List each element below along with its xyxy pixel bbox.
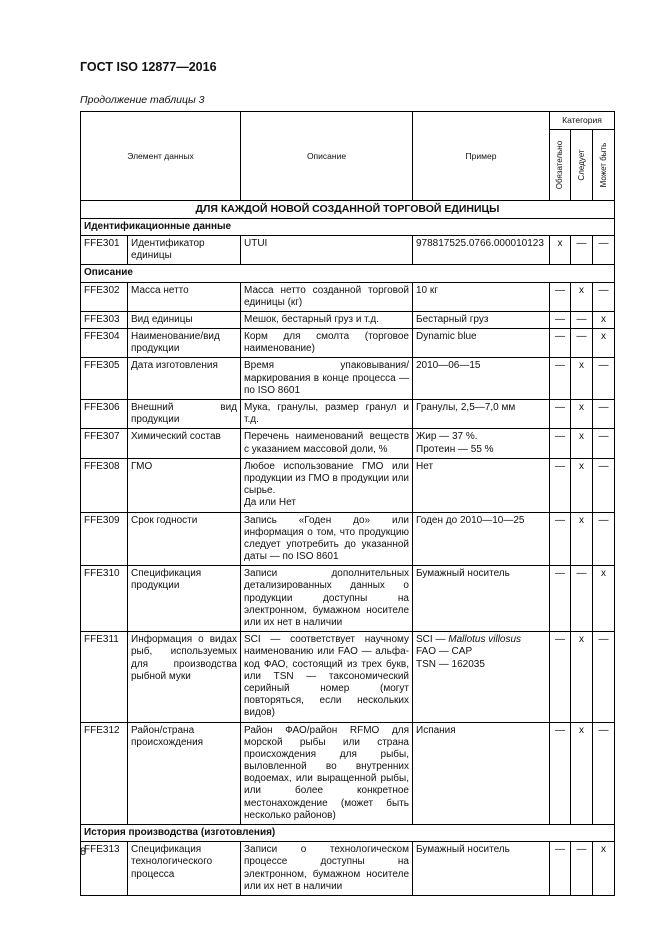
element-example: 978817525.0766.000010123 [413,235,550,264]
element-description: Любое использование ГМО или продукции из ГМО в продукции или сырье. Да или Нет [241,458,413,512]
element-code: FFE313 [81,842,128,896]
element-code: FFE303 [81,311,128,328]
mark-mandatory: x [550,235,571,264]
table-row [81,512,615,566]
table-row [81,235,615,264]
table-row [81,429,615,458]
element-example: 2010—06—15 [413,358,550,400]
mark-should: x [571,512,593,566]
table-row [81,400,615,429]
element-code: FFE309 [81,512,128,566]
mark-mandatory: — [550,458,571,512]
element-name: Спецификация продукции [128,566,241,632]
element-code: FFE306 [81,400,128,429]
group-title: Описание [81,265,615,282]
element-example: Нет [413,458,550,512]
element-code: FFE307 [81,429,128,458]
table-row [81,458,615,512]
col-header-example: Пример [413,112,550,201]
mark-may: x [593,566,615,632]
element-name: Масса нетто [128,282,241,311]
element-code: FFE302 [81,282,128,311]
table-row [81,329,615,358]
element-name: Информация о видах рыб, используемых для производства рыбной муки [128,632,241,722]
table-row [81,842,615,896]
element-description: Записи дополнительных детализированных данных о продукции доступны на электронном, бумажном носителе или их нет в наличии [241,566,413,632]
mark-should: — [571,329,593,358]
element-code: FFE312 [81,722,128,825]
element-code: FFE304 [81,329,128,358]
element-example: Гранулы, 2,5—7,0 мм [413,400,550,429]
section-title: ДЛЯ КАЖДОЙ НОВОЙ СОЗДАННОЙ ТОРГОВОЙ ЕДИНИЦЫ [81,201,615,219]
mark-mandatory: — [550,358,571,400]
element-name: Район/страна происхождения [128,722,241,825]
mark-may: — [593,400,615,429]
mark-may: x [593,842,615,896]
mark-mandatory: — [550,512,571,566]
mark-may: — [593,235,615,264]
table-row [81,722,615,825]
mark-should: — [571,566,593,632]
group-header-row [81,265,615,282]
mark-mandatory: — [550,329,571,358]
element-description: Масса нетто созданной торговой единицы (кг) [241,282,413,311]
group-header-row [81,218,615,235]
mark-should: x [571,400,593,429]
table-row [81,632,615,722]
mark-may: — [593,358,615,400]
mark-should: x [571,282,593,311]
element-description: Время упаковывания/маркирования в конце процесса — по ISO 8601 [241,358,413,400]
mark-should: — [571,842,593,896]
example-line: TSN — 162035 [416,658,485,670]
table-row [81,282,615,311]
mark-mandatory: — [550,400,571,429]
element-code: FFE305 [81,358,128,400]
element-description: Район ФАО/район RFMO для морской рыбы или страна происхождения для рыбы, выловленной во внутренних водоемах, или выращенной рыбы, или более конкретное местонахождение (может быть несколько районов) [241,722,413,825]
element-name: Химический состав [128,429,241,458]
example-line: FAO — CAP [416,646,473,658]
mark-may: — [593,722,615,825]
element-name: Идентификатор единицы [128,235,241,264]
mark-mandatory: — [550,311,571,328]
mark-mandatory: — [550,429,571,458]
element-example: Годен до 2010—10—25 [413,512,550,566]
element-name: ГМО [128,458,241,512]
col-header-should: Следует [571,130,593,201]
table-row [81,566,615,632]
data-table [80,111,615,896]
table-row [81,358,615,400]
table-row [81,311,615,328]
element-description: Запись «Годен до» или информация о том, что продукцию следует употребить до указанной даты — по ISO 8601 [241,512,413,566]
mark-should: x [571,722,593,825]
element-code: FFE311 [81,632,128,722]
element-name: Срок годности [128,512,241,566]
element-code: FFE310 [81,566,128,632]
mark-mandatory: — [550,722,571,825]
mark-should: x [571,632,593,722]
element-example: Испания [413,722,550,825]
element-description: Мука, гранулы, размер гранул и т.д. [241,400,413,429]
mark-may: x [593,329,615,358]
example-prefix: SCI — [416,634,449,646]
mark-should: x [571,358,593,400]
element-name: Наименование/вид продукции [128,329,241,358]
group-title: История производства (изготовления) [81,825,615,842]
mark-may: — [593,282,615,311]
element-name: Вид единицы [128,311,241,328]
mark-mandatory: — [550,282,571,311]
element-example: Dynamic blue [413,329,550,358]
element-example: 10 кг [413,282,550,311]
example-species: Mallotus villosus [448,634,522,646]
group-header-row [81,825,615,842]
mark-may: x [593,311,615,328]
mark-should: x [571,458,593,512]
col-header-element: Элемент данных [81,112,241,201]
element-name: Внешний вид продукции [128,400,241,429]
element-example: Бумажный носитель [413,842,550,896]
element-code: FFE301 [81,235,128,264]
element-code: FFE308 [81,458,128,512]
mark-mandatory: — [550,842,571,896]
element-description: Корм для смолта (торговое наименование) [241,329,413,358]
mark-mandatory: — [550,632,571,722]
element-name: Спецификация технологического процесса [128,842,241,896]
table-continuation-caption: Продолжение таблицы 3 [80,94,205,106]
element-example: Жир — 37 %. Протеин — 55 % [413,429,550,458]
mark-may: — [593,429,615,458]
element-example [413,632,550,722]
mark-may: — [593,512,615,566]
mark-may: — [593,632,615,722]
element-example: Бумажный носитель [413,566,550,632]
element-description: SCI — соответствует научному наименованию или FAO — альфа-код ФАО, состоящий из трех букв, или TSN — таксономический серийный номер (могут повторяться, если нескольких видов) [241,632,413,722]
col-header-may: Может быть [593,130,615,201]
mark-should: x [571,429,593,458]
mark-should: — [571,235,593,264]
mark-may: — [593,458,615,512]
element-example: Бестарный груз [413,311,550,328]
document-header: ГОСТ ISO 12877—2016 [80,60,217,74]
group-title: Идентификационные данные [81,218,615,235]
element-name: Дата изготовления [128,358,241,400]
page-number: 8 [80,846,87,858]
element-description: Перечень наименований веществ с указанием массовой доли, % [241,429,413,458]
element-description: UTUI [241,235,413,264]
element-description: Мешок, бестарный груз и т.д. [241,311,413,328]
col-header-category: Категория [550,112,615,130]
element-description: Записи о технологическом процессе доступны на электронном, бумажном носителе или их нет в наличии [241,842,413,896]
mark-mandatory: — [550,566,571,632]
col-header-mandatory: Обязательно [550,130,571,201]
col-header-description: Описание [241,112,413,201]
mark-should: — [571,311,593,328]
